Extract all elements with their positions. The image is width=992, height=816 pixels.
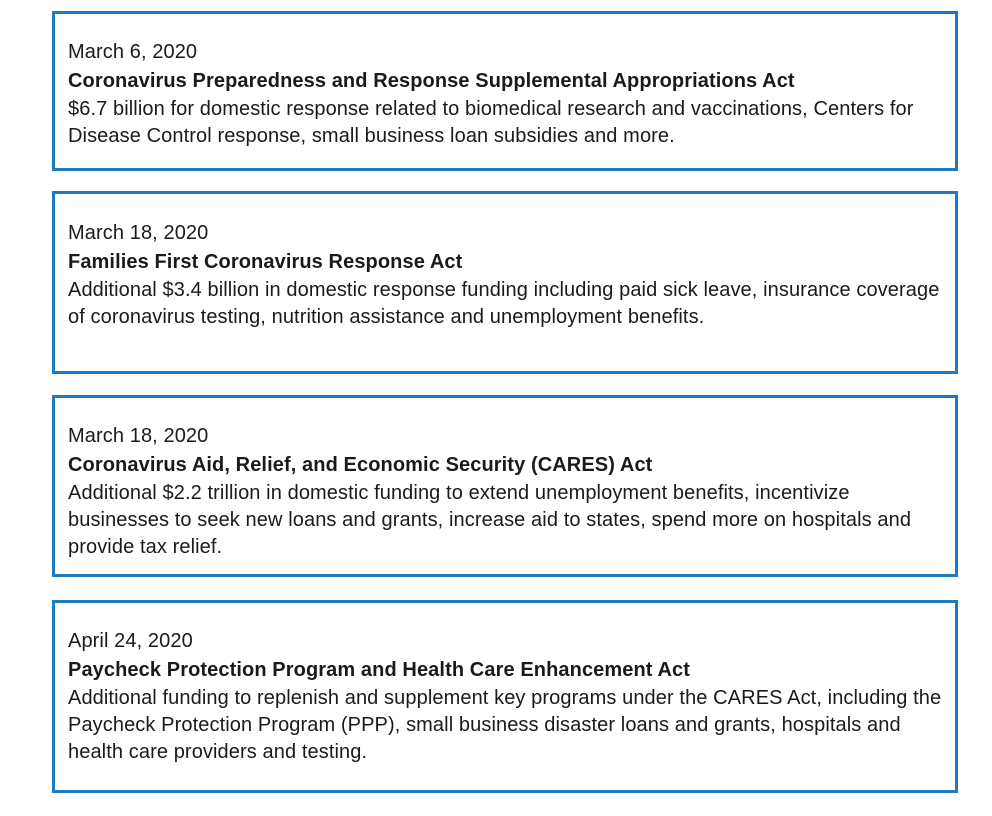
legislation-card-4 — [52, 600, 958, 793]
card-title: Families First Coronavirus Response Act — [68, 251, 463, 273]
card-title: Paycheck Protection Program and Health Care Enhancement Act — [68, 659, 691, 681]
legislation-card-2 — [52, 191, 958, 374]
legislation-card-1 — [52, 11, 958, 171]
legislation-card-3 — [52, 395, 958, 577]
card-date: March 18, 2020 — [68, 222, 209, 244]
card-title: Coronavirus Preparedness and Response Supplemental Appropriations Act — [68, 70, 795, 92]
card-date: March 18, 2020 — [68, 425, 209, 447]
card-title: Coronavirus Aid, Relief, and Economic Security (CARES) Act — [68, 454, 653, 476]
card-description: Additional $2.2 trillion in domestic funding to extend unemployment benefits, incentivize businesses to seek new loans and grants, increase aid to states, spend more on hospitals and provide tax relief. — [68, 482, 912, 558]
card-date: April 24, 2020 — [68, 630, 193, 652]
card-description: Additional $3.4 billion in domestic response funding including paid sick leave, insurance coverage of coronavirus testing, nutrition assistance and unemployment benefits. — [68, 279, 940, 328]
card-description: Additional funding to replenish and supplement key programs under the CARES Act, including the Paycheck Protection Program (PPP), small business disaster loans and grants, hospitals and health care providers and testing. — [68, 687, 942, 763]
card-description: $6.7 billion for domestic response related to biomedical research and vaccinations, Centers for Disease Control response, small business loan subsidies and more. — [68, 98, 914, 147]
card-date: March 6, 2020 — [68, 41, 198, 63]
